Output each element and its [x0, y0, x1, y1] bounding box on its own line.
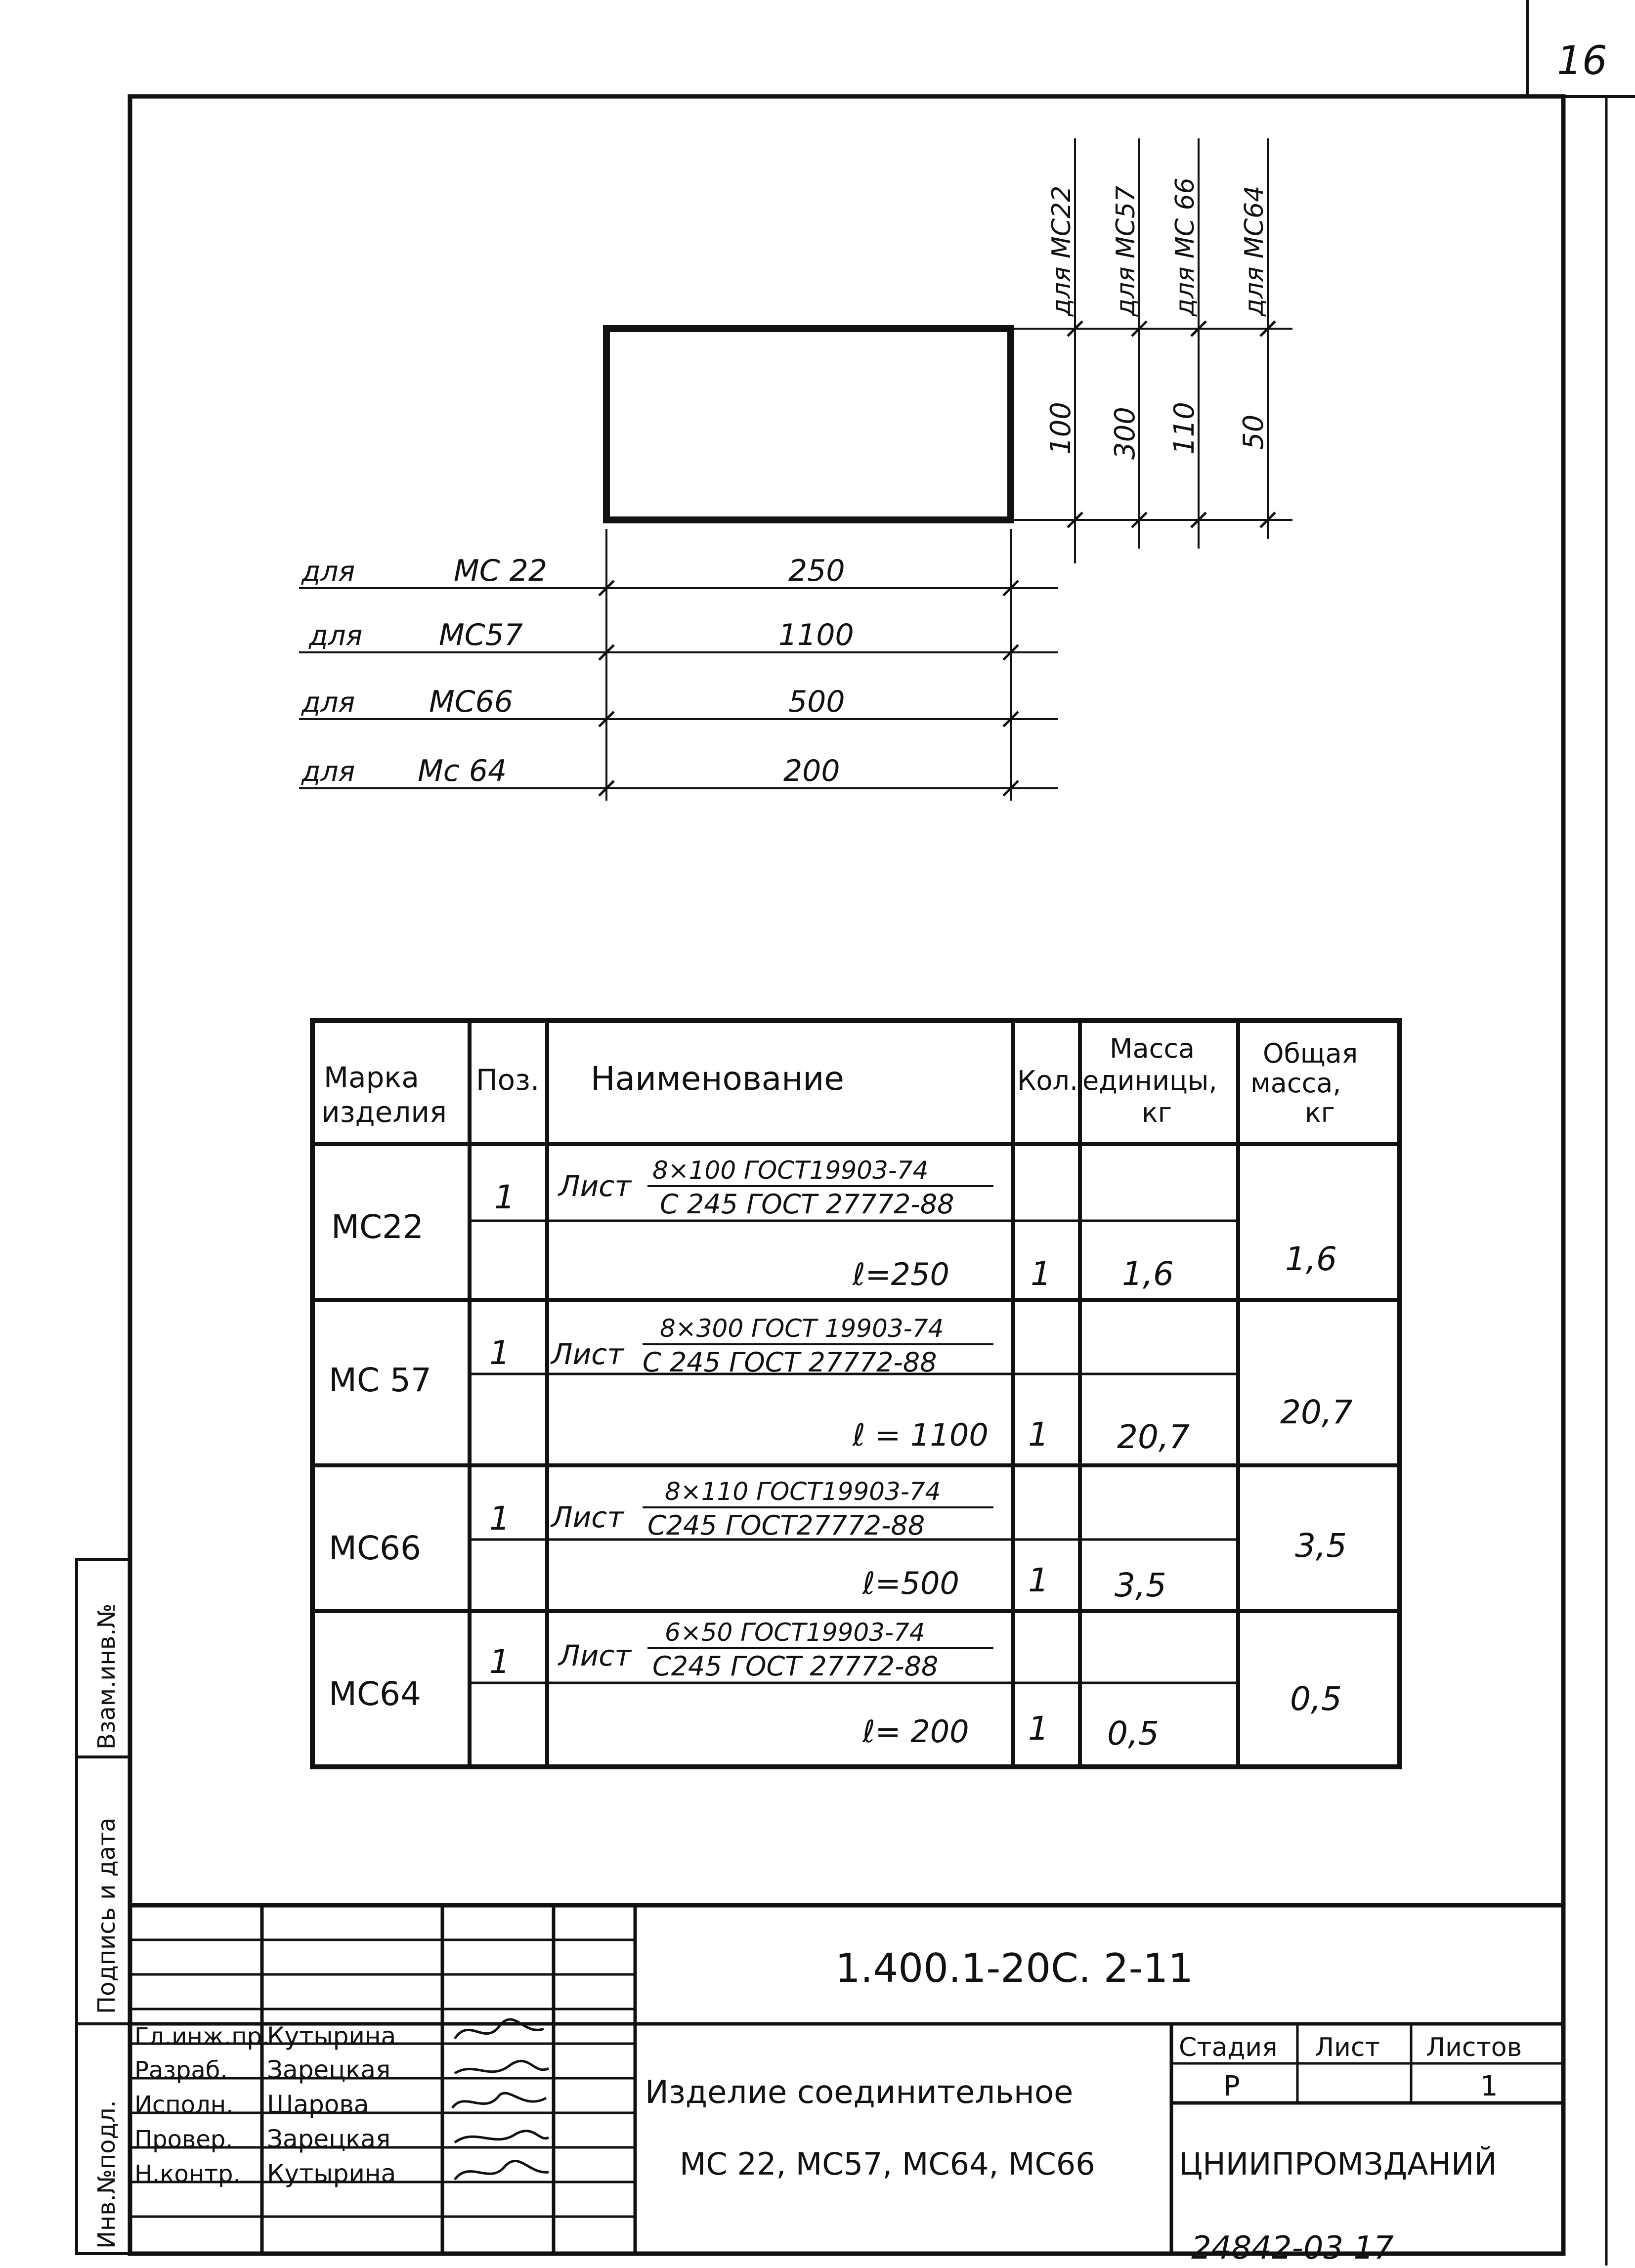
svg-text:Шарова: Шарова: [267, 2090, 369, 2119]
svg-text:8×100 ГОСТ19903-74: 8×100 ГОСТ19903-74: [652, 1156, 929, 1185]
svg-text:МС 22: МС 22: [454, 554, 548, 588]
side-label-replacement: Взам.инв.№: [93, 1603, 121, 1750]
height-label-mc57: для МС57: [1111, 185, 1141, 316]
svg-text:1: 1: [489, 1643, 510, 1681]
svg-text:МС64: МС64: [329, 1675, 422, 1713]
height-label-mc22: для МС22: [1047, 185, 1076, 316]
organization-name: ЦНИИПРОМЗДАНИЙ: [1179, 2146, 1497, 2182]
table-row: [329, 1618, 1342, 1753]
plate-outline: [606, 329, 1011, 520]
svg-text:Кутырина: Кутырина: [267, 2022, 396, 2051]
svg-text:Лист: Лист: [559, 1169, 631, 1203]
height-label-mc66: для МС 66: [1170, 177, 1200, 316]
width-row-4: [299, 754, 1058, 796]
svg-text:20,7: 20,7: [1117, 1418, 1190, 1456]
svg-text:1100: 1100: [778, 618, 854, 652]
svg-text:МС22: МС22: [331, 1208, 424, 1246]
title-block: [130, 1905, 1563, 2254]
drawing-designation: 1.400.1-20С. 2-11: [835, 1945, 1194, 1991]
sheets-header: Листов: [1426, 2033, 1522, 2062]
svg-text:МС 57: МС 57: [329, 1361, 431, 1399]
svg-text:500: 500: [788, 685, 845, 719]
svg-text:3,5: 3,5: [1115, 1566, 1166, 1604]
svg-text:Лист: Лист: [559, 1639, 631, 1672]
svg-text:Мс 64: Мс 64: [418, 754, 507, 788]
svg-text:С 245 ГОСТ 27772-88: С 245 ГОСТ 27772-88: [660, 1189, 954, 1220]
svg-text:Гл.инж.пр.: Гл.инж.пр.: [134, 2023, 270, 2051]
spec-table: [312, 1021, 1400, 1767]
height-label-mc64: для МС64: [1240, 185, 1269, 316]
sheet-stamp: 24842-03 17: [1191, 2230, 1394, 2266]
title-line-2: МС 22, МС57, МС64, МС66: [680, 2146, 1095, 2182]
height-value-mc57: 300: [1109, 407, 1141, 460]
sheets-value: 1: [1480, 2070, 1498, 2102]
height-value-mc22: 100: [1045, 402, 1077, 455]
svg-text:С 245 ГОСТ 27772-88: С 245 ГОСТ 27772-88: [643, 1347, 937, 1378]
svg-text:1: 1: [489, 1334, 510, 1372]
svg-text:Кутырина: Кутырина: [267, 2159, 396, 2188]
header-unit-mass-3: кг: [1142, 1097, 1172, 1128]
sheet-number-box: [1527, 0, 1635, 96]
svg-text:1: 1: [1031, 1255, 1051, 1293]
svg-text:Исполн.: Исполн.: [134, 2091, 234, 2119]
svg-text:Лист: Лист: [551, 1500, 624, 1534]
svg-text:МС57: МС57: [439, 618, 523, 652]
header-mark-line2: изделия: [321, 1095, 447, 1129]
svg-text:для: для: [309, 620, 363, 652]
header-name: Наименование: [591, 1060, 844, 1098]
header-total-mass-3: кг: [1305, 1097, 1335, 1128]
sheet-number: 16: [1557, 38, 1607, 84]
width-row-2: [299, 618, 1058, 660]
svg-text:Зарецкая: Зарецкая: [267, 2125, 391, 2153]
sheet-header: Лист: [1315, 2033, 1380, 2062]
header-mark-line1: Марка: [324, 1061, 419, 1094]
svg-text:ℓ=500: ℓ=500: [862, 1565, 959, 1601]
table-row: [331, 1156, 1337, 1293]
header-pos: Поз.: [476, 1063, 540, 1097]
header-unit-mass-1: Масса: [1110, 1033, 1195, 1064]
svg-text:1: 1: [1028, 1415, 1049, 1454]
header-total-mass-1: Общая: [1263, 1038, 1358, 1069]
svg-text:3,5: 3,5: [1295, 1527, 1347, 1565]
svg-text:Провер.: Провер.: [134, 2126, 233, 2153]
table-row: [329, 1314, 1353, 1456]
header-qty: Кол.: [1017, 1065, 1078, 1096]
stage-value: Р: [1223, 2070, 1240, 2102]
header-unit-mass-2: единицы,: [1082, 1065, 1217, 1096]
stage-header: Стадия: [1179, 2033, 1278, 2062]
svg-text:1,6: 1,6: [1122, 1255, 1174, 1293]
svg-text:Лист: Лист: [551, 1337, 624, 1371]
header-total-mass-2: масса,: [1250, 1068, 1341, 1099]
svg-text:1: 1: [1028, 1710, 1049, 1748]
svg-text:Н.контр.: Н.контр.: [134, 2160, 241, 2188]
svg-text:1: 1: [489, 1499, 510, 1538]
svg-text:С245 ГОСТ27772-88: С245 ГОСТ27772-88: [647, 1510, 925, 1541]
width-row-3: [299, 685, 1058, 727]
svg-text:МС66: МС66: [329, 1529, 422, 1567]
svg-text:ℓ=250: ℓ=250: [853, 1256, 949, 1292]
height-value-mc64: 50: [1238, 414, 1270, 450]
svg-text:1,6: 1,6: [1285, 1240, 1337, 1278]
svg-text:для: для: [301, 686, 355, 719]
side-label-signature: Подпись и дата: [93, 1817, 121, 2014]
height-value-mc66: 110: [1168, 402, 1201, 455]
svg-text:0,5: 0,5: [1107, 1714, 1159, 1753]
title-line-1: Изделие соединительное: [645, 2074, 1074, 2111]
svg-text:250: 250: [788, 554, 845, 588]
svg-text:для: для: [301, 556, 355, 588]
side-label-inventory: Инв.№подл.: [93, 2100, 121, 2249]
svg-text:0,5: 0,5: [1290, 1680, 1342, 1718]
svg-text:1: 1: [494, 1178, 515, 1216]
svg-text:ℓ = 1100: ℓ = 1100: [853, 1417, 989, 1453]
svg-text:для: для: [301, 756, 355, 788]
part-drawing: [299, 138, 1292, 801]
svg-text:20,7: 20,7: [1280, 1393, 1353, 1431]
left-margin-strip: [77, 1559, 130, 2254]
svg-text:Разраб.: Разраб.: [134, 2056, 228, 2084]
svg-text:8×110 ГОСТ19903-74: 8×110 ГОСТ19903-74: [665, 1477, 941, 1506]
signature-rows: [134, 2022, 396, 2188]
svg-text:Зарецкая: Зарецкая: [267, 2055, 391, 2084]
svg-text:6×50 ГОСТ19903-74: 6×50 ГОСТ19903-74: [665, 1618, 925, 1647]
svg-text:1: 1: [1028, 1561, 1049, 1599]
svg-text:МС66: МС66: [429, 685, 514, 719]
svg-text:8×300 ГОСТ 19903-74: 8×300 ГОСТ 19903-74: [660, 1314, 944, 1343]
svg-text:200: 200: [783, 754, 840, 788]
svg-text:С245 ГОСТ 27772-88: С245 ГОСТ 27772-88: [652, 1651, 939, 1682]
width-row-1: [299, 554, 1058, 596]
svg-text:ℓ= 200: ℓ= 200: [862, 1713, 969, 1750]
